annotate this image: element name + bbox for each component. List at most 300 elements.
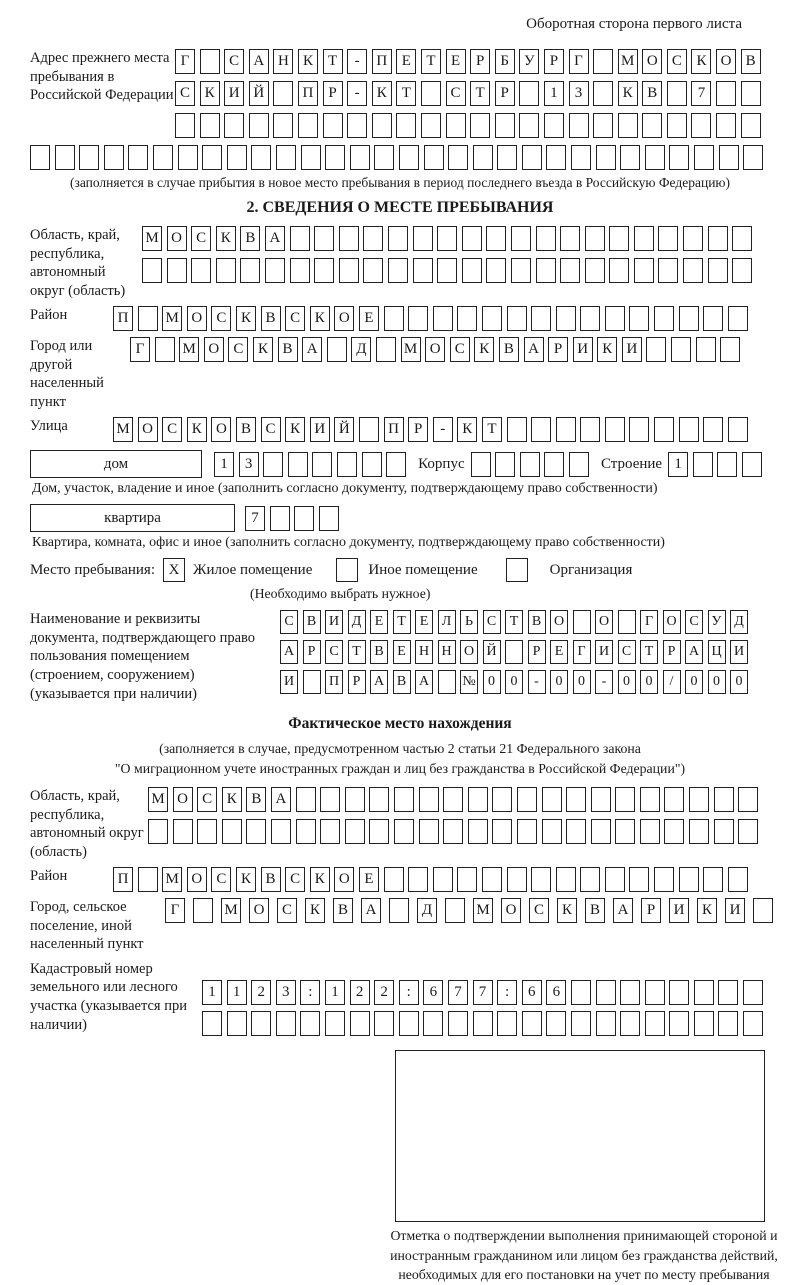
char-box[interactable]: 7	[245, 506, 265, 531]
char-box[interactable]: К	[310, 867, 330, 892]
char-box[interactable]	[556, 306, 576, 331]
char-box[interactable]	[486, 258, 506, 283]
char-box[interactable]	[468, 787, 488, 812]
char-box[interactable]: И	[224, 81, 244, 106]
char-box[interactable]: 0	[573, 670, 591, 694]
char-box[interactable]	[303, 670, 321, 694]
char-box[interactable]	[571, 1011, 591, 1036]
char-box[interactable]: 1	[544, 81, 564, 106]
char-box[interactable]: К	[597, 337, 617, 362]
char-box[interactable]	[473, 145, 493, 170]
char-box[interactable]: К	[457, 417, 477, 442]
char-box[interactable]	[560, 258, 580, 283]
char-box[interactable]	[517, 787, 537, 812]
char-box[interactable]	[263, 452, 283, 477]
char-box[interactable]: К	[236, 306, 256, 331]
char-box[interactable]: М	[473, 898, 493, 923]
char-box[interactable]	[645, 980, 665, 1005]
char-box[interactable]: Р	[663, 640, 681, 664]
char-box[interactable]	[507, 867, 527, 892]
char-box[interactable]: М	[179, 337, 199, 362]
char-box[interactable]: 0	[730, 670, 748, 694]
char-box[interactable]: К	[310, 306, 330, 331]
char-box[interactable]: Г	[573, 640, 591, 664]
char-box[interactable]	[492, 787, 512, 812]
char-box[interactable]: 0	[708, 670, 726, 694]
char-box[interactable]	[325, 1011, 345, 1036]
char-box[interactable]: 0	[550, 670, 568, 694]
char-box[interactable]	[669, 1011, 689, 1036]
char-box[interactable]: У	[519, 49, 539, 74]
char-box[interactable]	[448, 1011, 468, 1036]
char-box[interactable]: И	[310, 417, 330, 442]
char-box[interactable]	[593, 49, 613, 74]
char-box[interactable]: С	[162, 417, 182, 442]
char-box[interactable]: А	[613, 898, 633, 923]
char-box[interactable]: М	[142, 226, 162, 251]
char-box[interactable]: К	[474, 337, 494, 362]
char-box[interactable]: В	[333, 898, 353, 923]
char-box[interactable]	[522, 145, 542, 170]
char-box[interactable]: К	[216, 226, 236, 251]
char-box[interactable]	[423, 1011, 443, 1036]
char-box[interactable]	[345, 819, 365, 844]
char-box[interactable]	[495, 452, 515, 477]
char-box[interactable]: С	[529, 898, 549, 923]
char-box[interactable]	[719, 145, 739, 170]
char-box[interactable]	[667, 81, 687, 106]
char-box[interactable]: С	[285, 867, 305, 892]
char-box[interactable]: В	[499, 337, 519, 362]
char-box[interactable]	[664, 787, 684, 812]
char-box[interactable]: Д	[348, 610, 366, 634]
char-box[interactable]	[446, 113, 466, 138]
char-box[interactable]: 2	[374, 980, 394, 1005]
char-box[interactable]	[580, 417, 600, 442]
char-box[interactable]	[167, 258, 187, 283]
char-box[interactable]	[718, 1011, 738, 1036]
char-box[interactable]	[55, 145, 75, 170]
char-box[interactable]: М	[221, 898, 241, 923]
char-box[interactable]: :	[300, 980, 320, 1005]
char-box[interactable]	[591, 819, 611, 844]
char-box[interactable]: 6	[546, 980, 566, 1005]
char-box[interactable]: Т	[348, 640, 366, 664]
char-box[interactable]	[531, 417, 551, 442]
char-box[interactable]: Н	[273, 49, 293, 74]
char-box[interactable]	[388, 258, 408, 283]
char-box[interactable]: В	[236, 417, 256, 442]
char-box[interactable]: 1	[214, 452, 234, 477]
char-box[interactable]	[689, 787, 709, 812]
char-box[interactable]	[492, 819, 512, 844]
char-box[interactable]: -	[433, 417, 453, 442]
checkbox-organization[interactable]	[506, 558, 528, 582]
char-box[interactable]	[443, 819, 463, 844]
char-box[interactable]: М	[618, 49, 638, 74]
char-box[interactable]	[396, 113, 416, 138]
char-box[interactable]	[645, 1011, 665, 1036]
char-box[interactable]	[79, 145, 99, 170]
char-box[interactable]	[596, 145, 616, 170]
char-box[interactable]	[138, 306, 158, 331]
char-box[interactable]	[200, 113, 220, 138]
char-box[interactable]	[689, 819, 709, 844]
char-box[interactable]	[191, 258, 211, 283]
char-box[interactable]	[542, 787, 562, 812]
char-box[interactable]: -	[595, 670, 613, 694]
char-box[interactable]	[376, 337, 396, 362]
char-box[interactable]: О	[460, 640, 478, 664]
char-box[interactable]: 1	[668, 452, 688, 477]
char-box[interactable]: К	[187, 417, 207, 442]
char-box[interactable]: К	[298, 49, 318, 74]
char-box[interactable]: О	[187, 867, 207, 892]
char-box[interactable]: Т	[323, 49, 343, 74]
char-box[interactable]	[580, 306, 600, 331]
char-box[interactable]	[634, 258, 654, 283]
char-box[interactable]: Р	[303, 640, 321, 664]
char-box[interactable]: Е	[359, 867, 379, 892]
char-box[interactable]	[741, 81, 761, 106]
char-box[interactable]	[374, 145, 394, 170]
prev-address-row-4[interactable]	[30, 145, 770, 170]
char-box[interactable]	[732, 258, 752, 283]
char-box[interactable]: В	[642, 81, 662, 106]
char-box[interactable]: 1	[227, 980, 247, 1005]
char-box[interactable]: К	[305, 898, 325, 923]
char-box[interactable]: С	[224, 49, 244, 74]
char-box[interactable]	[470, 113, 490, 138]
char-box[interactable]	[394, 819, 414, 844]
char-box[interactable]	[227, 1011, 247, 1036]
char-box[interactable]: :	[399, 980, 419, 1005]
char-box[interactable]	[462, 226, 482, 251]
dom-cells[interactable]	[214, 452, 406, 477]
char-box[interactable]	[482, 306, 502, 331]
char-box[interactable]	[542, 819, 562, 844]
char-box[interactable]: О	[204, 337, 224, 362]
char-box[interactable]: Д	[730, 610, 748, 634]
char-box[interactable]: Г	[640, 610, 658, 634]
char-box[interactable]	[240, 258, 260, 283]
char-box[interactable]: К	[285, 417, 305, 442]
char-box[interactable]	[522, 1011, 542, 1036]
char-box[interactable]: О	[249, 898, 269, 923]
char-box[interactable]: И	[280, 670, 298, 694]
char-box[interactable]: Ц	[708, 640, 726, 664]
char-box[interactable]: О	[716, 49, 736, 74]
char-box[interactable]	[276, 145, 296, 170]
korpus-cells[interactable]	[471, 452, 589, 477]
char-box[interactable]	[640, 819, 660, 844]
char-box[interactable]	[148, 819, 168, 844]
char-box[interactable]	[471, 452, 491, 477]
char-box[interactable]	[605, 417, 625, 442]
char-box[interactable]	[693, 452, 713, 477]
char-box[interactable]	[421, 81, 441, 106]
char-box[interactable]: В	[261, 306, 281, 331]
char-box[interactable]	[536, 258, 556, 283]
char-box[interactable]: И	[725, 898, 745, 923]
char-box[interactable]	[609, 258, 629, 283]
char-box[interactable]	[511, 226, 531, 251]
char-box[interactable]: Е	[396, 49, 416, 74]
char-box[interactable]: Е	[393, 640, 411, 664]
char-box[interactable]	[743, 1011, 763, 1036]
char-box[interactable]	[486, 226, 506, 251]
char-box[interactable]: Т	[421, 49, 441, 74]
char-box[interactable]: Г	[130, 337, 150, 362]
char-box[interactable]	[153, 145, 173, 170]
char-box[interactable]	[350, 145, 370, 170]
char-box[interactable]	[394, 787, 414, 812]
char-box[interactable]: О	[334, 306, 354, 331]
char-box[interactable]: Н	[415, 640, 433, 664]
char-box[interactable]	[155, 337, 175, 362]
char-box[interactable]	[507, 417, 527, 442]
char-box[interactable]: -	[347, 49, 367, 74]
char-box[interactable]	[273, 113, 293, 138]
char-box[interactable]: 0	[640, 670, 658, 694]
kadastr-row-1[interactable]	[202, 980, 763, 1005]
char-box[interactable]	[251, 145, 271, 170]
char-box[interactable]	[265, 258, 285, 283]
char-box[interactable]: Е	[359, 306, 379, 331]
char-box[interactable]: О	[334, 867, 354, 892]
char-box[interactable]	[571, 980, 591, 1005]
char-box[interactable]: С	[446, 81, 466, 106]
char-box[interactable]: 1	[202, 980, 222, 1005]
char-box[interactable]	[593, 81, 613, 106]
char-box[interactable]: В	[278, 337, 298, 362]
char-box[interactable]	[173, 819, 193, 844]
char-box[interactable]: С	[685, 610, 703, 634]
char-box[interactable]: П	[372, 49, 392, 74]
char-box[interactable]	[495, 113, 515, 138]
char-box[interactable]: Т	[470, 81, 490, 106]
char-box[interactable]: С	[618, 640, 636, 664]
char-box[interactable]	[178, 145, 198, 170]
char-box[interactable]	[175, 113, 195, 138]
char-box[interactable]	[433, 306, 453, 331]
char-box[interactable]	[618, 113, 638, 138]
char-box[interactable]: В	[393, 670, 411, 694]
char-box[interactable]	[386, 452, 406, 477]
char-box[interactable]	[327, 337, 347, 362]
char-box[interactable]	[437, 226, 457, 251]
checkbox-residential[interactable]: X	[163, 558, 185, 582]
char-box[interactable]	[703, 417, 723, 442]
char-box[interactable]: К	[222, 787, 242, 812]
char-box[interactable]: С	[285, 306, 305, 331]
char-box[interactable]: К	[691, 49, 711, 74]
ulitsa-row[interactable]	[113, 417, 748, 442]
char-box[interactable]	[372, 113, 392, 138]
char-box[interactable]	[413, 226, 433, 251]
char-box[interactable]	[408, 306, 428, 331]
char-box[interactable]: 6	[522, 980, 542, 1005]
char-box[interactable]	[413, 258, 433, 283]
char-box[interactable]	[193, 898, 213, 923]
char-box[interactable]: С	[211, 867, 231, 892]
char-box[interactable]	[399, 1011, 419, 1036]
char-box[interactable]	[224, 113, 244, 138]
char-box[interactable]: П	[113, 867, 133, 892]
char-box[interactable]	[290, 226, 310, 251]
char-box[interactable]	[679, 306, 699, 331]
char-box[interactable]: П	[325, 670, 343, 694]
char-box[interactable]	[671, 337, 691, 362]
char-box[interactable]	[314, 226, 334, 251]
char-box[interactable]: Т	[505, 610, 523, 634]
char-box[interactable]: Р	[495, 81, 515, 106]
char-box[interactable]	[319, 506, 339, 531]
char-box[interactable]	[384, 867, 404, 892]
actual-oblast-row-2[interactable]	[148, 819, 758, 844]
char-box[interactable]	[251, 1011, 271, 1036]
char-box[interactable]: 7	[448, 980, 468, 1005]
char-box[interactable]	[696, 337, 716, 362]
char-box[interactable]	[216, 258, 236, 283]
char-box[interactable]	[270, 506, 290, 531]
document-row-3[interactable]	[280, 670, 748, 694]
char-box[interactable]	[683, 258, 703, 283]
char-box[interactable]	[300, 1011, 320, 1036]
char-box[interactable]	[664, 819, 684, 844]
char-box[interactable]: И	[595, 640, 613, 664]
char-box[interactable]	[620, 145, 640, 170]
char-box[interactable]: П	[384, 417, 404, 442]
char-box[interactable]	[728, 867, 748, 892]
char-box[interactable]: В	[528, 610, 546, 634]
char-box[interactable]	[505, 640, 523, 664]
char-box[interactable]	[445, 898, 465, 923]
char-box[interactable]: Т	[482, 417, 502, 442]
char-box[interactable]	[438, 670, 456, 694]
char-box[interactable]	[419, 787, 439, 812]
kadastr-row-2[interactable]	[202, 1011, 763, 1036]
char-box[interactable]	[669, 145, 689, 170]
char-box[interactable]: С	[450, 337, 470, 362]
char-box[interactable]	[728, 417, 748, 442]
char-box[interactable]: О	[595, 610, 613, 634]
raion-row[interactable]	[113, 306, 748, 331]
char-box[interactable]: Й	[334, 417, 354, 442]
char-box[interactable]	[618, 610, 636, 634]
char-box[interactable]: И	[622, 337, 642, 362]
char-box[interactable]	[288, 452, 308, 477]
char-box[interactable]: Й	[483, 640, 501, 664]
char-box[interactable]	[556, 867, 576, 892]
char-box[interactable]	[519, 81, 539, 106]
char-box[interactable]: О	[211, 417, 231, 442]
document-row-2[interactable]	[280, 640, 748, 664]
char-box[interactable]: К	[557, 898, 577, 923]
char-box[interactable]: И	[573, 337, 593, 362]
char-box[interactable]	[667, 113, 687, 138]
char-box[interactable]	[569, 452, 589, 477]
char-box[interactable]	[296, 787, 316, 812]
char-box[interactable]: 7	[691, 81, 711, 106]
char-box[interactable]	[546, 1011, 566, 1036]
char-box[interactable]	[620, 1011, 640, 1036]
char-box[interactable]	[222, 819, 242, 844]
char-box[interactable]	[566, 819, 586, 844]
char-box[interactable]	[497, 145, 517, 170]
char-box[interactable]	[448, 145, 468, 170]
char-box[interactable]: Е	[415, 610, 433, 634]
char-box[interactable]: Т	[393, 610, 411, 634]
char-box[interactable]	[717, 452, 737, 477]
char-box[interactable]	[408, 867, 428, 892]
char-box[interactable]: М	[162, 867, 182, 892]
prev-address-row-2[interactable]	[175, 81, 761, 106]
char-box[interactable]	[743, 980, 763, 1005]
char-box[interactable]	[433, 867, 453, 892]
char-box[interactable]	[654, 417, 674, 442]
char-box[interactable]	[716, 113, 736, 138]
char-box[interactable]: И	[730, 640, 748, 664]
char-box[interactable]	[615, 787, 635, 812]
char-box[interactable]	[571, 145, 591, 170]
char-box[interactable]	[363, 226, 383, 251]
char-box[interactable]	[520, 452, 540, 477]
char-box[interactable]	[421, 113, 441, 138]
char-box[interactable]: С	[261, 417, 281, 442]
char-box[interactable]	[482, 867, 502, 892]
char-box[interactable]	[703, 867, 723, 892]
char-box[interactable]: К	[236, 867, 256, 892]
char-box[interactable]: П	[113, 306, 133, 331]
char-box[interactable]	[615, 819, 635, 844]
char-box[interactable]	[323, 113, 343, 138]
char-box[interactable]: Р	[408, 417, 428, 442]
char-box[interactable]	[347, 113, 367, 138]
char-box[interactable]	[128, 145, 148, 170]
char-box[interactable]	[473, 1011, 493, 1036]
char-box[interactable]	[276, 1011, 296, 1036]
char-box[interactable]: А	[280, 640, 298, 664]
char-box[interactable]	[419, 819, 439, 844]
char-box[interactable]: О	[550, 610, 568, 634]
char-box[interactable]: К	[200, 81, 220, 106]
char-box[interactable]: Т	[396, 81, 416, 106]
char-box[interactable]	[246, 819, 266, 844]
char-box[interactable]	[497, 1011, 517, 1036]
char-box[interactable]	[511, 258, 531, 283]
char-box[interactable]	[716, 81, 736, 106]
char-box[interactable]: О	[425, 337, 445, 362]
char-box[interactable]: О	[138, 417, 158, 442]
char-box[interactable]	[138, 867, 158, 892]
char-box[interactable]	[714, 819, 734, 844]
char-box[interactable]	[399, 145, 419, 170]
char-box[interactable]	[620, 980, 640, 1005]
char-box[interactable]	[142, 258, 162, 283]
char-box[interactable]: Р	[641, 898, 661, 923]
oblast-row-1[interactable]	[142, 226, 752, 251]
char-box[interactable]: С	[483, 610, 501, 634]
char-box[interactable]	[298, 113, 318, 138]
stroenie-cells[interactable]	[668, 452, 762, 477]
char-box[interactable]: А	[370, 670, 388, 694]
char-box[interactable]: О	[663, 610, 681, 634]
char-box[interactable]	[714, 787, 734, 812]
char-box[interactable]	[742, 452, 762, 477]
char-box[interactable]	[743, 145, 763, 170]
char-box[interactable]	[658, 226, 678, 251]
